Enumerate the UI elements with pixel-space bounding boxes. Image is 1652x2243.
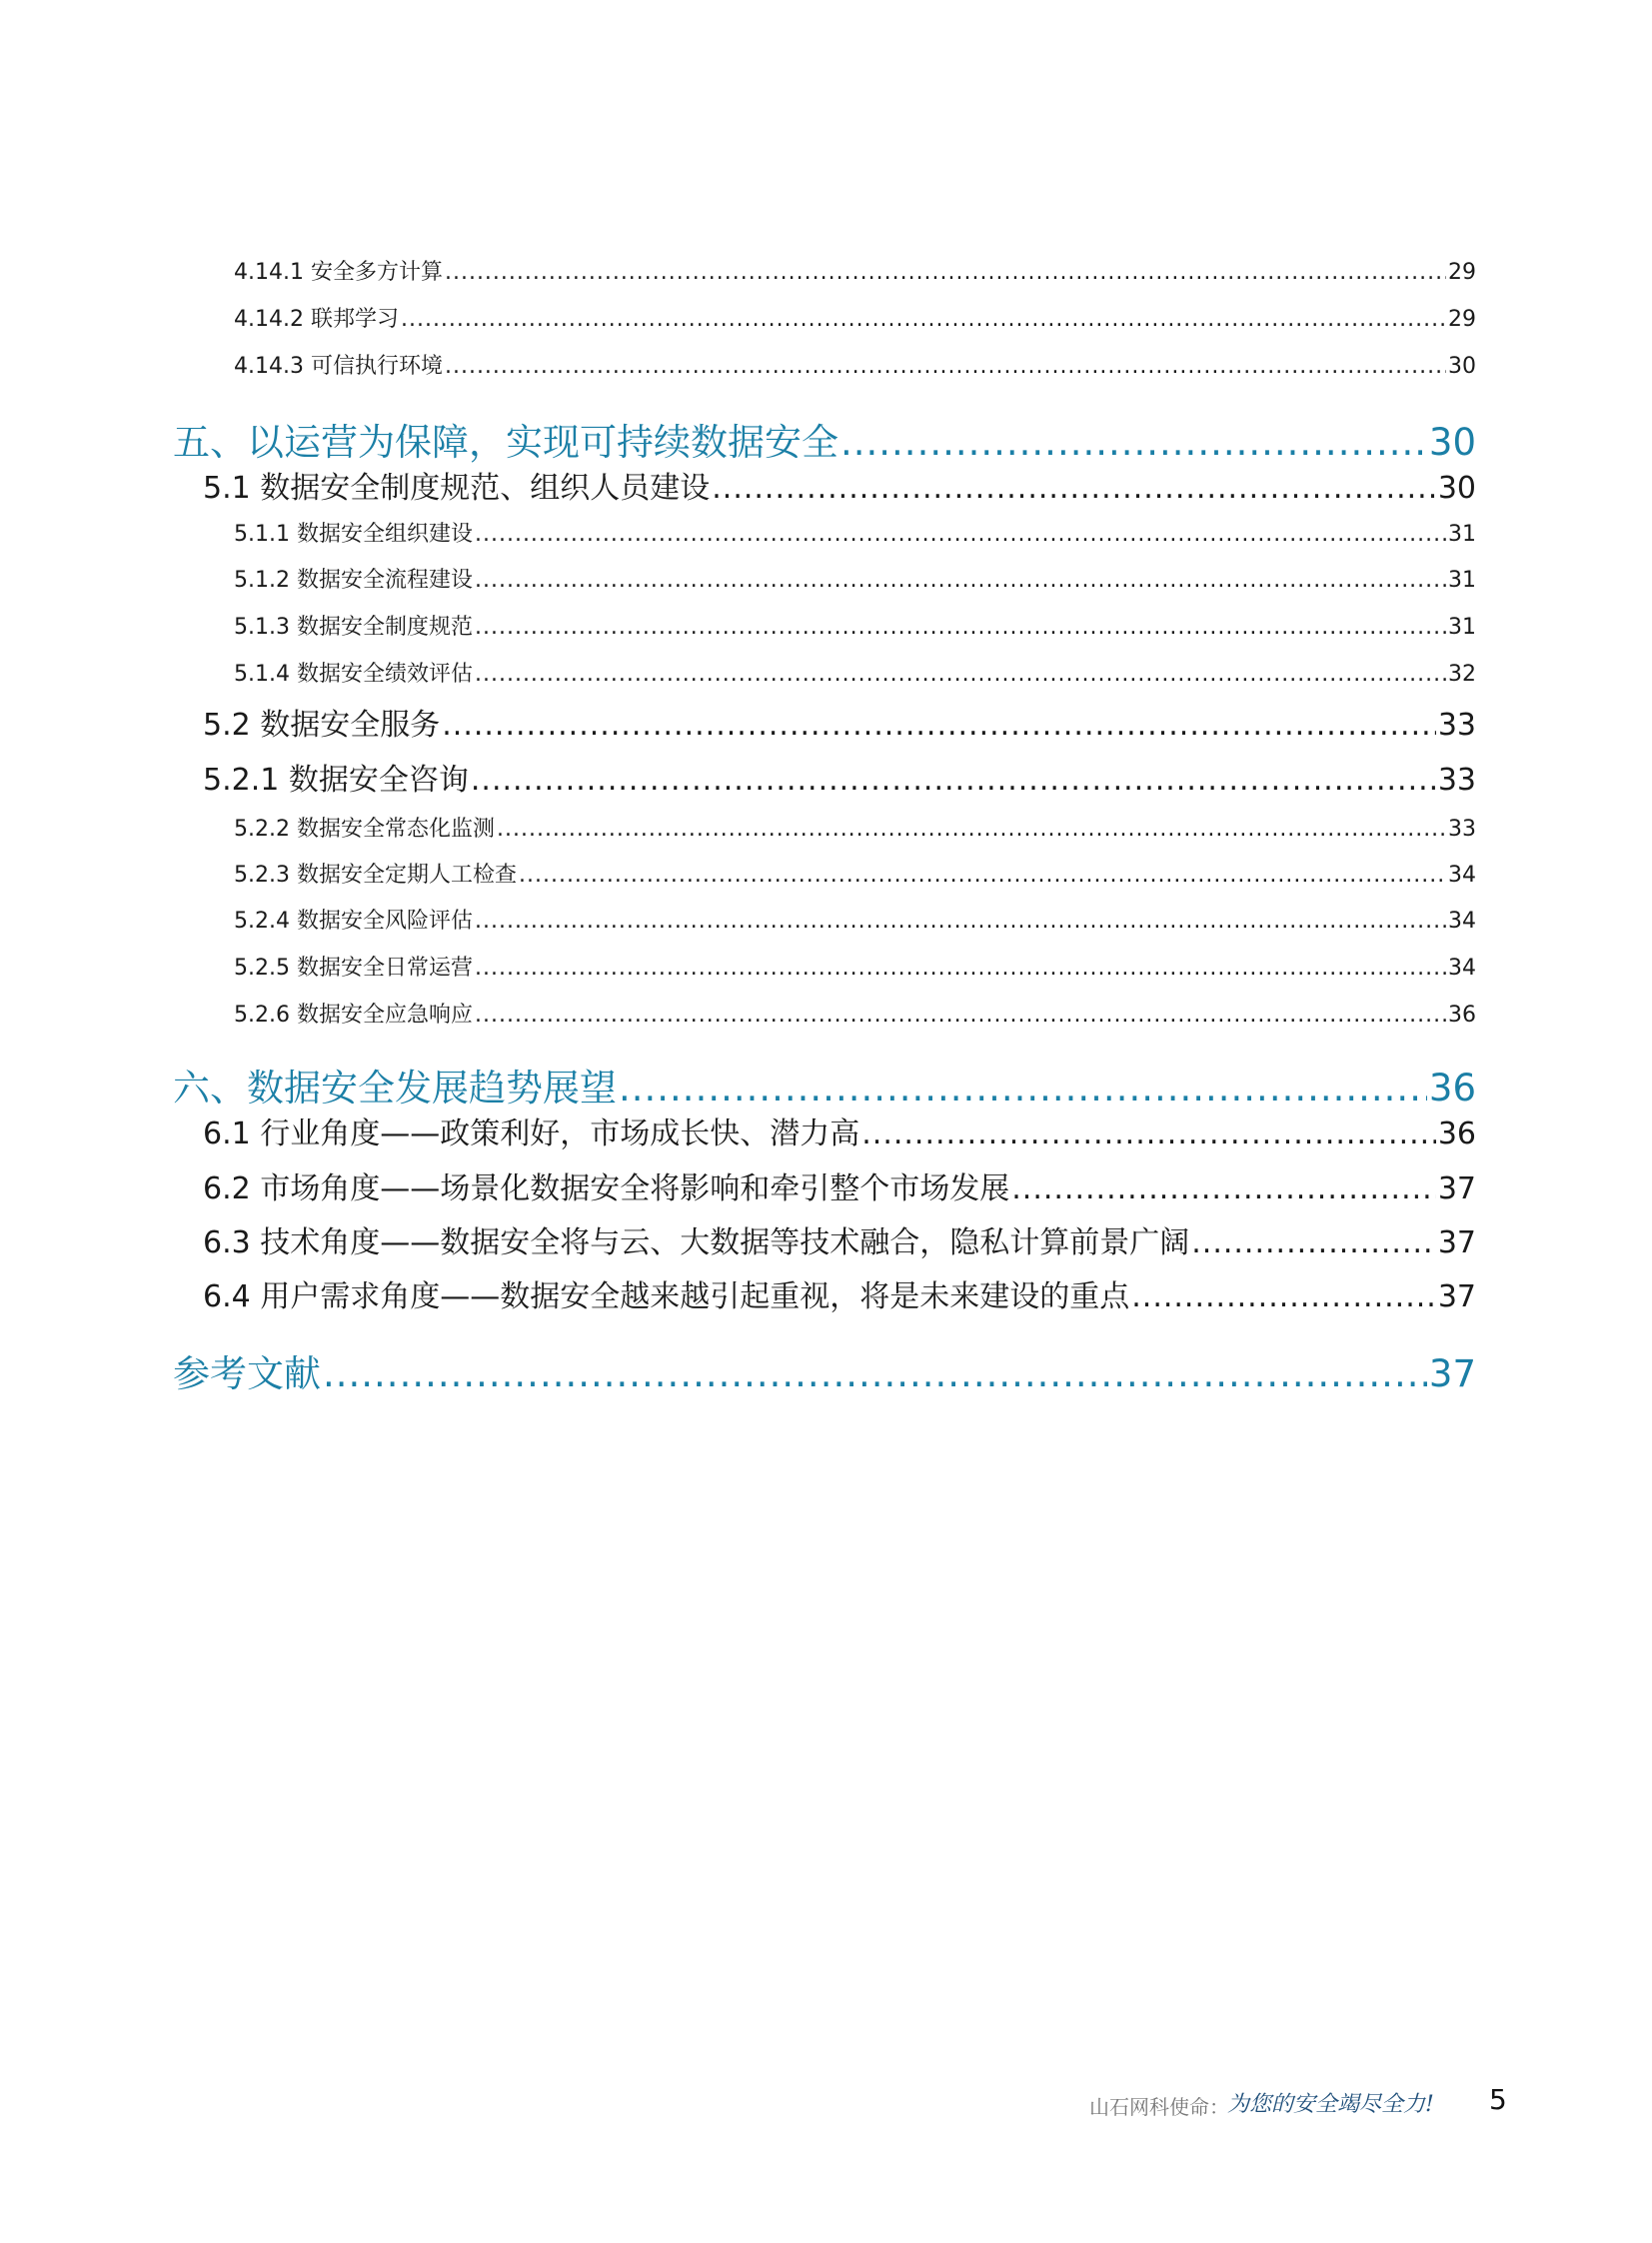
toc-entry[interactable] bbox=[234, 858, 1476, 889]
footer-slogan: 为您的安全竭尽全力! bbox=[1227, 2092, 1434, 2117]
toc-entry[interactable] bbox=[173, 1343, 1476, 1397]
dot-leader bbox=[401, 307, 1446, 332]
toc-entry-page: 37 bbox=[1437, 1225, 1476, 1260]
toc-entry-title: 5.2.5 数据安全日常运营 bbox=[234, 956, 473, 981]
toc-entry-page: 29 bbox=[1448, 260, 1476, 285]
toc-entry-title: 4.14.3 可信执行环境 bbox=[234, 354, 443, 379]
toc-entry-title: 五、以运营为保障，实现可持续数据安全 bbox=[173, 421, 838, 464]
toc-entry[interactable] bbox=[203, 1109, 1476, 1152]
toc-entry-page: 29 bbox=[1448, 307, 1476, 332]
dot-leader bbox=[475, 522, 1446, 547]
toc-entry[interactable] bbox=[173, 1058, 1476, 1112]
dot-leader bbox=[445, 354, 1446, 379]
dot-leader bbox=[497, 817, 1446, 842]
toc-entry[interactable] bbox=[234, 302, 1476, 333]
toc-entry-page: 36 bbox=[1437, 1117, 1476, 1151]
dot-leader bbox=[475, 615, 1446, 640]
dot-leader bbox=[445, 260, 1446, 285]
toc-entry-page: 33 bbox=[1437, 708, 1476, 743]
toc-entry-title: 参考文献 bbox=[173, 1352, 321, 1395]
toc-entry-page: 30 bbox=[1437, 471, 1476, 506]
toc-entry[interactable] bbox=[234, 517, 1476, 548]
dot-leader bbox=[712, 471, 1436, 506]
dot-leader bbox=[1191, 1225, 1436, 1260]
toc-entry-page: 37 bbox=[1428, 1352, 1476, 1395]
toc-entry-page: 34 bbox=[1448, 956, 1476, 981]
toc-entry-title: 6.3 技术角度——数据安全将与云、大数据等技术融合，隐私计算前景广阔 bbox=[203, 1225, 1190, 1260]
toc-entry-title: 5.1.3 数据安全制度规范 bbox=[234, 615, 473, 640]
dot-leader bbox=[475, 909, 1446, 934]
toc-entry[interactable] bbox=[234, 255, 1476, 286]
toc-entry-title: 5.2.2 数据安全常态化监测 bbox=[234, 817, 495, 842]
toc-entry-title: 5.1 数据安全制度规范、组织人员建设 bbox=[203, 471, 711, 506]
toc-entry-page: 34 bbox=[1448, 909, 1476, 934]
toc-entry[interactable] bbox=[234, 951, 1476, 982]
toc-entry-title: 5.1.1 数据安全组织建设 bbox=[234, 522, 473, 547]
toc-entry-title: 六、数据安全发展趋势展望 bbox=[173, 1067, 617, 1110]
dot-leader bbox=[840, 421, 1427, 464]
toc-entry-title: 6.4 用户需求角度——数据安全越来越引起重视，将是未来建设的重点 bbox=[203, 1279, 1130, 1314]
dot-leader bbox=[519, 863, 1446, 888]
toc-entry-page: 32 bbox=[1448, 662, 1476, 687]
toc-entry-page: 33 bbox=[1437, 763, 1476, 798]
toc-entry-title: 6.1 行业角度——政策利好，市场成长快、潜力高 bbox=[203, 1117, 860, 1151]
toc-entry-page: 30 bbox=[1428, 421, 1476, 464]
toc-entry[interactable] bbox=[234, 610, 1476, 641]
toc-entry[interactable] bbox=[203, 755, 1476, 799]
toc-entry[interactable] bbox=[234, 563, 1476, 594]
dot-leader bbox=[861, 1117, 1436, 1151]
dot-leader bbox=[471, 763, 1436, 798]
toc-entry-title: 5.2.3 数据安全定期人工检查 bbox=[234, 863, 517, 888]
toc-entry[interactable] bbox=[203, 700, 1476, 744]
footer-mission-label: 山石网科使命： bbox=[1089, 2095, 1229, 2119]
toc-entry-title: 6.2 市场角度——场景化数据安全将影响和牵引整个市场发展 bbox=[203, 1171, 1010, 1206]
toc-entry-title: 4.14.1 安全多方计算 bbox=[234, 260, 443, 285]
dot-leader bbox=[475, 1003, 1446, 1028]
toc-entry[interactable] bbox=[173, 412, 1476, 466]
dot-leader bbox=[1011, 1171, 1436, 1206]
dot-leader bbox=[1131, 1279, 1436, 1314]
toc-entry-page: 33 bbox=[1448, 817, 1476, 842]
toc-entry[interactable] bbox=[203, 1271, 1476, 1315]
toc-entry[interactable] bbox=[234, 998, 1476, 1029]
toc-entry[interactable] bbox=[203, 1217, 1476, 1261]
toc-entry-title: 4.14.2 联邦学习 bbox=[234, 307, 399, 332]
toc-entry-title: 5.1.2 数据安全流程建设 bbox=[234, 568, 473, 593]
dot-leader bbox=[475, 956, 1446, 981]
toc-entry-page: 36 bbox=[1428, 1067, 1476, 1110]
dot-leader bbox=[442, 708, 1436, 743]
toc-entry[interactable] bbox=[234, 904, 1476, 935]
toc-entry-page: 34 bbox=[1448, 863, 1476, 888]
toc-entry-page: 31 bbox=[1448, 522, 1476, 547]
toc-entry-page: 37 bbox=[1437, 1171, 1476, 1206]
dot-leader bbox=[619, 1067, 1427, 1110]
toc-entry[interactable] bbox=[234, 812, 1476, 843]
dot-leader bbox=[475, 662, 1446, 687]
toc-entry[interactable] bbox=[203, 463, 1476, 507]
toc-entry-title: 5.2.6 数据安全应急响应 bbox=[234, 1003, 473, 1028]
dot-leader bbox=[323, 1352, 1427, 1395]
toc-entry-page: 30 bbox=[1448, 354, 1476, 379]
dot-leader bbox=[475, 568, 1446, 593]
toc-entry-title: 5.2 数据安全服务 bbox=[203, 708, 441, 743]
toc-entry-page: 36 bbox=[1448, 1003, 1476, 1028]
toc-entry-page: 31 bbox=[1448, 615, 1476, 640]
toc-entry[interactable] bbox=[203, 1163, 1476, 1207]
toc-entry-title: 5.2.1 数据安全咨询 bbox=[203, 763, 469, 798]
toc-entry-title: 5.1.4 数据安全绩效评估 bbox=[234, 662, 473, 687]
toc-entry-title: 5.2.4 数据安全风险评估 bbox=[234, 909, 473, 934]
toc-entry-page: 37 bbox=[1437, 1279, 1476, 1314]
toc-entry-page: 31 bbox=[1448, 568, 1476, 593]
toc-entry[interactable] bbox=[234, 657, 1476, 688]
page-number: 5 bbox=[1489, 2083, 1507, 2116]
toc-entry[interactable] bbox=[234, 349, 1476, 380]
